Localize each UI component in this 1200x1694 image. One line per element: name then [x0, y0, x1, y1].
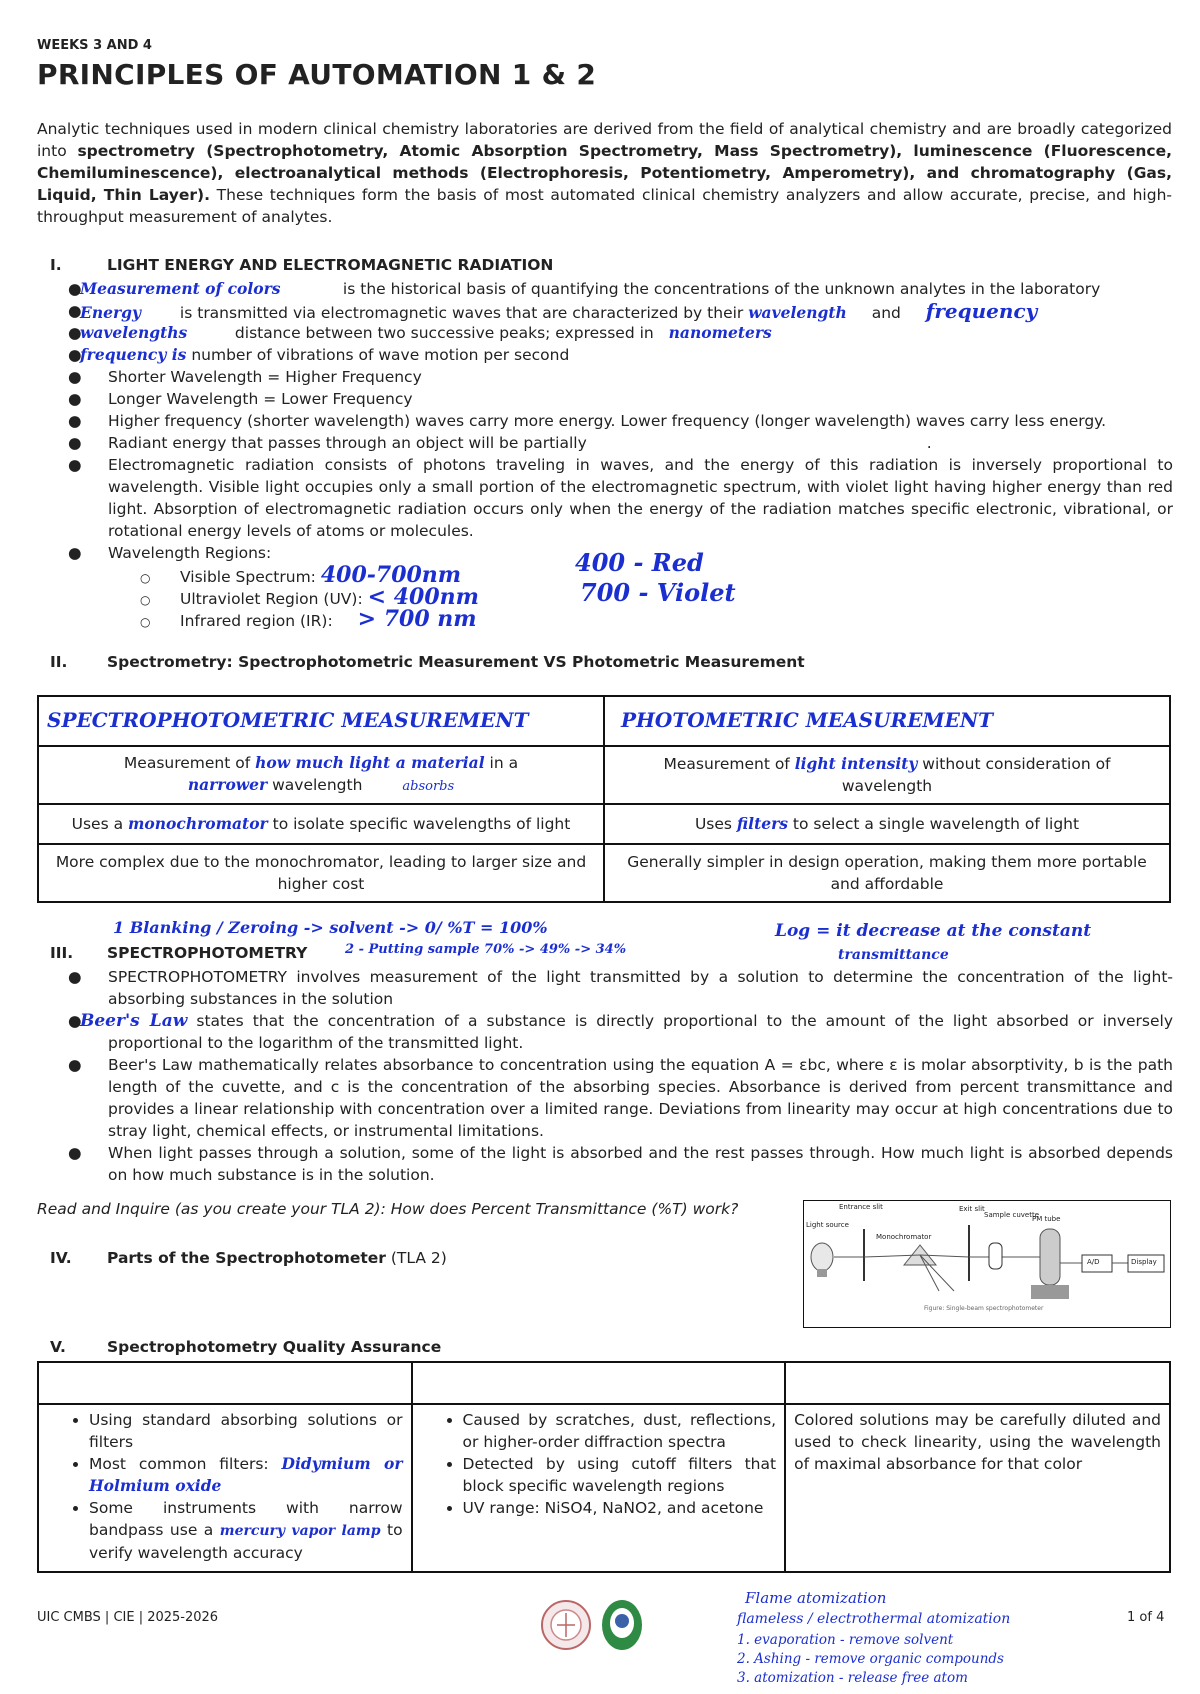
- section-1-title: LIGHT ENERGY AND ELECTROMAGNETIC RADIATION: [107, 256, 554, 274]
- handwritten-note: absorbs: [402, 779, 455, 794]
- section-4-number: IV.: [50, 1249, 72, 1267]
- bullet-text: is the historical basis of quantifying the concentrations of the unknown analytes in the laboratory: [338, 280, 1101, 298]
- table-header-cell: [785, 1362, 1170, 1404]
- handwritten-note: mercury vapor lamp: [219, 1523, 381, 1539]
- cell-text: Measurement of: [663, 755, 795, 773]
- list-item: ● Beer's Law states that the concentration of a substance is directly proportional to the amount of the light absorbed or inversely proportional to the logarithm of the transmitted light.: [68, 1011, 1173, 1052]
- cell-text: wavelength: [841, 777, 933, 795]
- handwritten-note: how much light a material: [255, 753, 485, 772]
- handwritten-note: Log = it decrease at the constant: [775, 921, 1092, 941]
- cell-text: Uses a: [71, 815, 129, 833]
- handwritten-note: Beer's Law: [80, 1011, 188, 1031]
- handwritten-note: 700 - Violet: [580, 578, 736, 607]
- diagram-label-pm-tube: PM tube: [1032, 1215, 1061, 1223]
- handwritten-note: 400 - Red: [575, 548, 704, 577]
- section-3-number: III.: [50, 944, 74, 962]
- handwritten-note: frequency: [925, 299, 1038, 323]
- cell-text: Measurement of: [123, 754, 256, 772]
- qa-table: [37, 1361, 1171, 1573]
- handwritten-note: Measurement of colors: [80, 279, 281, 298]
- cell-text: without consideration of: [917, 755, 1111, 773]
- section-3-title: SPECTROPHOTOMETRY: [107, 944, 308, 962]
- diagram-label-monochromator: Monochromator: [876, 1233, 932, 1241]
- list-item: ● When light passes through a solution, some of the light is absorbed and the rest passes through. How much light is absorbed depends on how much substance is in the solution.: [68, 1144, 1173, 1184]
- table-cell: Generally simpler in design operation, making them more portable and affordable: [604, 844, 1170, 902]
- table-row: [38, 696, 1170, 746]
- list-item: [89, 1453, 403, 1497]
- bullet-text: and: [866, 304, 906, 322]
- table-cell: [38, 1404, 412, 1572]
- table-cell: [412, 1404, 786, 1572]
- light-bulb-icon: [811, 1243, 833, 1277]
- bullet-text: distance between two successive peaks; expressed in: [230, 324, 659, 342]
- list-item: [89, 1497, 403, 1564]
- diagram-label-entrance-slit: Entrance slit: [839, 1203, 883, 1211]
- table-cell: [604, 746, 1170, 804]
- section-2-number: II.: [50, 653, 68, 671]
- list-item: ● SPECTROPHOTOMETRY involves measurement of the light transmitted by a solution to determine the concentration of the light-absorbing substances in the solution: [68, 968, 1173, 1008]
- table-row: [38, 844, 1170, 902]
- weeks-label: WEEKS 3 AND 4: [37, 38, 152, 53]
- list-item: ● Electromagnetic radiation consists of photons traveling in waves, and the energy of this radiation is inversely proportional to wavelength. Visible light occupies only a small portion of the electromagnetic spectrum, with violet light having higher energy than red light. Absorption of electromagnetic radiation occurs only when the energy of the radiation matches specific electronic, vibrational, or rotational energy levels of atoms or molecules.: [68, 456, 1173, 540]
- table-row: [38, 746, 1170, 804]
- list-item: ● wavelengths distance between two successive peaks; expressed in nanometers: [68, 323, 772, 342]
- list-item: ● Longer Wavelength = Lower Frequency: [68, 388, 1173, 410]
- bullet-text: When light passes through a solution, some of the light is absorbed and the rest passes through. How much light is absorbed depends on how much substance is in the solution.: [108, 1144, 1173, 1184]
- cell-text: in a: [484, 754, 519, 772]
- intro-paragraph: [37, 118, 1172, 228]
- list-item: • UV range: NiSO4, NaNO2, and acetone: [463, 1497, 777, 1519]
- table-row: [38, 1362, 1170, 1404]
- handwritten-note: flameless / electrothermal atomization: [737, 1611, 1011, 1627]
- cuvette-icon: [989, 1243, 1002, 1269]
- handwritten-note: SPECTROPHOTOMETRIC MEASUREMENT: [47, 708, 529, 732]
- bullet-text: SPECTROPHOTOMETRY involves measurement of the light transmitted by a solution to determine the concentration of the light-absorbing substances in the solution: [108, 968, 1173, 1008]
- handwritten-note: monochromator: [128, 814, 268, 833]
- bullet-text: Some instruments with narrow bandpass use a: [89, 1499, 403, 1539]
- handwritten-note: wavelength: [748, 303, 847, 322]
- table-row: [38, 1404, 1170, 1572]
- comparison-table: [37, 695, 1171, 903]
- table-cell: More complex due to the monochromator, leading to larger size and higher cost: [38, 844, 604, 902]
- table-cell: [604, 804, 1170, 844]
- list-item: • Using standard absorbing solutions or filters: [89, 1409, 403, 1453]
- cell-text: Uses: [694, 815, 737, 833]
- table-cell: [38, 746, 604, 804]
- section-5-title: Spectrophotometry Quality Assurance: [107, 1338, 442, 1356]
- list-item: ● Beer's Law mathematically relates absorbance to concentration using the equation A = εbc, where ε is molar absorptivity, b is the path length of the cuvette, and c is the concentration of the absorbing species. Absorbance is derived from percent transmittance and provides a linear relationship with concentration over a limited range. Deviations from linearity may occur at high concentrations due to stray light, chemical effects, or instrumental limitations.: [68, 1056, 1173, 1140]
- section-1-heading: [50, 256, 553, 274]
- sub-item-label: Visible Spectrum:: [180, 568, 316, 586]
- table-row: [38, 804, 1170, 844]
- handwritten-note: 1 Blanking / Zeroing -> solvent -> 0/ %T = 100%: [113, 918, 548, 937]
- list-item: ● Measurement of colors is the historical basis of quantifying the concentrations of the unknown analytes in the laboratory: [68, 279, 1101, 298]
- handwritten-note: 2 - Putting sample 70% -> 49% -> 34%: [345, 942, 627, 957]
- handwritten-note: Flame atomization: [745, 1589, 887, 1607]
- handwritten-note: > 700 nm: [357, 606, 477, 632]
- handwritten-note: nanometers: [668, 323, 772, 342]
- section-5-heading: [50, 1338, 441, 1356]
- handwritten-note: Energy: [80, 303, 141, 322]
- list-item: • Detected by using cutoff filters that block specific wavelength regions: [463, 1453, 777, 1497]
- read-and-inquire: Read and Inquire (as you create your TLA 2): How does Percent Transmittance (%T) work?: [37, 1200, 739, 1218]
- uic-seal-icon: [542, 1601, 590, 1649]
- intro-bold-text: spectrometry (Spectrophotometry, Atomic Absorption Spectrometry, Mass Spectrometry), luminescence (Fluorescence, Chemiluminescence), electroanalytical methods (Electrophoresis, Potentiometry, Amperometry), and chromatography (Gas, Liquid, Thin Layer).: [37, 142, 1173, 204]
- handwritten-note: wavelengths: [80, 323, 188, 342]
- bullet-text: states that the concentration of a substance is directly proportional to the amount of the light absorbed or inversely proportional to the logarithm of the transmitted light.: [108, 1012, 1173, 1052]
- spectrophotometer-diagram: [803, 1200, 1171, 1328]
- section-1-number: I.: [50, 256, 62, 274]
- cell-text: to isolate specific wavelengths of light: [267, 815, 571, 833]
- bullet-text: number of vibrations of wave motion per second: [186, 346, 570, 364]
- table-cell: Colored solutions may be carefully diluted and used to check linearity, using the wavelength of maximal absorbance for that color: [785, 1404, 1170, 1572]
- handwritten-note: light intensity: [794, 754, 918, 773]
- page-number: 1 of 4: [1127, 1610, 1165, 1625]
- sub-item-label: Ultraviolet Region (UV):: [180, 590, 363, 608]
- section-4-suffix: (TLA 2): [385, 1249, 447, 1267]
- pm-tube-icon: [1040, 1229, 1060, 1285]
- list-item: ● Wavelength Regions:: [68, 542, 1173, 564]
- table-header-cell: [38, 696, 604, 746]
- handwritten-note: 2. Ashing - remove organic compounds: [737, 1651, 1004, 1667]
- handwritten-note: < 400nm: [367, 584, 479, 610]
- bullet-text: .: [926, 434, 932, 452]
- diagram-label-sample: Sample cuvette: [984, 1211, 1040, 1219]
- handwritten-note: 400-700nm: [320, 562, 462, 588]
- list-item: ● Energy is transmitted via electromagnetic waves that are characterized by their wavelength and frequency: [68, 299, 1038, 323]
- sub-item-uv: ○ Ultraviolet Region (UV): < 400nm: [140, 584, 479, 610]
- handwritten-note: filters: [736, 814, 788, 833]
- sub-item-visible: ○ Visible Spectrum: 400-700nm: [140, 562, 462, 588]
- list-item: • Caused by scratches, dust, reflections, or higher-order diffraction spectra: [463, 1409, 777, 1453]
- section-4-title: Parts of the Spectrophotometer: [107, 1249, 386, 1267]
- list-item: ● Higher frequency (shorter wavelength) waves carry more energy. Lower frequency (longer wavelength) waves carry less energy.: [68, 410, 1173, 432]
- bullet-text: Shorter Wavelength = Higher Frequency: [108, 368, 422, 386]
- sub-item-ir: ○ Infrared region (IR): > 700 nm: [140, 606, 477, 632]
- cell-text: wavelength: [267, 776, 363, 794]
- section-2-title: Spectrometry: Spectrophotometric Measurement VS Photometric Measurement: [107, 653, 805, 671]
- bullet-text: Radiant energy that passes through an object will be partially: [108, 434, 587, 452]
- section-4-heading: [50, 1249, 447, 1267]
- diagram-label-exit-slit: Exit slit: [959, 1205, 985, 1213]
- section-5-number: V.: [50, 1338, 66, 1356]
- diagram-label-light-source: Light source: [806, 1221, 849, 1229]
- handwritten-note: PHOTOMETRIC MEASUREMENT: [621, 708, 993, 732]
- handwritten-note: 1. evaporation - remove solvent: [737, 1632, 954, 1648]
- diagram-label-display: Display: [1131, 1258, 1157, 1266]
- bullet-text: Electromagnetic radiation consists of photons traveling in waves, and the energy of this radiation is inversely proportional to wavelength. Visible light occupies only a small portion of the electromagnetic spectrum, with violet light having higher energy than red light. Absorption of electromagnetic radiation occurs only when the energy of the radiation matches specific electronic, vibrational, or rotational energy levels of atoms or molecules.: [108, 456, 1173, 540]
- intro-text-2: These techniques form the basis of most automated clinical chemistry analyzers and allow accurate, precise, and high-throughput measurement of analytes.: [37, 186, 1172, 226]
- handwritten-note: transmittance: [838, 947, 949, 963]
- table-header-cell: [604, 696, 1170, 746]
- handwritten-note: Didymium or Holmium oxide: [89, 1454, 403, 1495]
- list-item: ● Radiant energy that passes through an object will be partially .: [68, 434, 932, 452]
- bullet-text: Beer's Law mathematically relates absorbance to concentration using the equation A = εbc, where ε is molar absorptivity, b is the path length of the cuvette, and c is the concentration of the absorbing species. Absorbance is derived from percent transmittance and provides a linear relationship with concentration over a limited range. Deviations from linearity may occur at high concentrations due to stray light, chemical effects, or instrumental limitations.: [108, 1056, 1173, 1140]
- footer-label: UIC CMBS | CIE | 2025-2026: [37, 1610, 219, 1625]
- bullet-text: Wavelength Regions:: [108, 544, 272, 562]
- bullet-text: to verify wavelength accuracy: [89, 1521, 403, 1562]
- handwritten-note: narrower: [187, 775, 268, 794]
- sub-item-label: Infrared region (IR):: [180, 612, 333, 630]
- table-header-cell: [38, 1362, 412, 1404]
- page-title: PRINCIPLES OF AUTOMATION 1 & 2: [37, 58, 597, 91]
- light-ray: [920, 1255, 954, 1291]
- university-logos: [540, 1597, 650, 1653]
- diagram-caption: Figure: Single-beam spectrophotometer: [924, 1305, 1044, 1312]
- cell-text: to select a single wavelength of light: [787, 815, 1080, 833]
- diagram-label-readout: A/D: [1087, 1258, 1100, 1266]
- list-item: ● Shorter Wavelength = Higher Frequency: [68, 366, 1173, 388]
- table-header-cell: [412, 1362, 786, 1404]
- handwritten-note: 3. atomization - release free atom: [737, 1670, 968, 1686]
- bullet-text: Longer Wavelength = Lower Frequency: [108, 390, 413, 408]
- list-item: ● frequency is number of vibrations of wave motion per second: [68, 345, 570, 364]
- table-cell: [38, 804, 604, 844]
- bullet-text: Higher frequency (shorter wavelength) waves carry more energy. Lower frequency (longer wavelength) waves carry less energy.: [108, 412, 1107, 430]
- bullet-text: is transmitted via electromagnetic waves that are characterized by their: [175, 304, 749, 322]
- pm-tube-base: [1031, 1285, 1069, 1299]
- handwritten-note: frequency is: [80, 345, 187, 364]
- intro-text-1: Analytic techniques used in modern clinical chemistry laboratories are derived from the field of analytical chemistry and are broadly categorized into: [37, 120, 1172, 160]
- section-3-heading: [50, 944, 307, 962]
- college-seal-icon: [602, 1600, 642, 1650]
- section-2-heading: [50, 653, 805, 671]
- bullet-text: Most common filters:: [89, 1455, 282, 1473]
